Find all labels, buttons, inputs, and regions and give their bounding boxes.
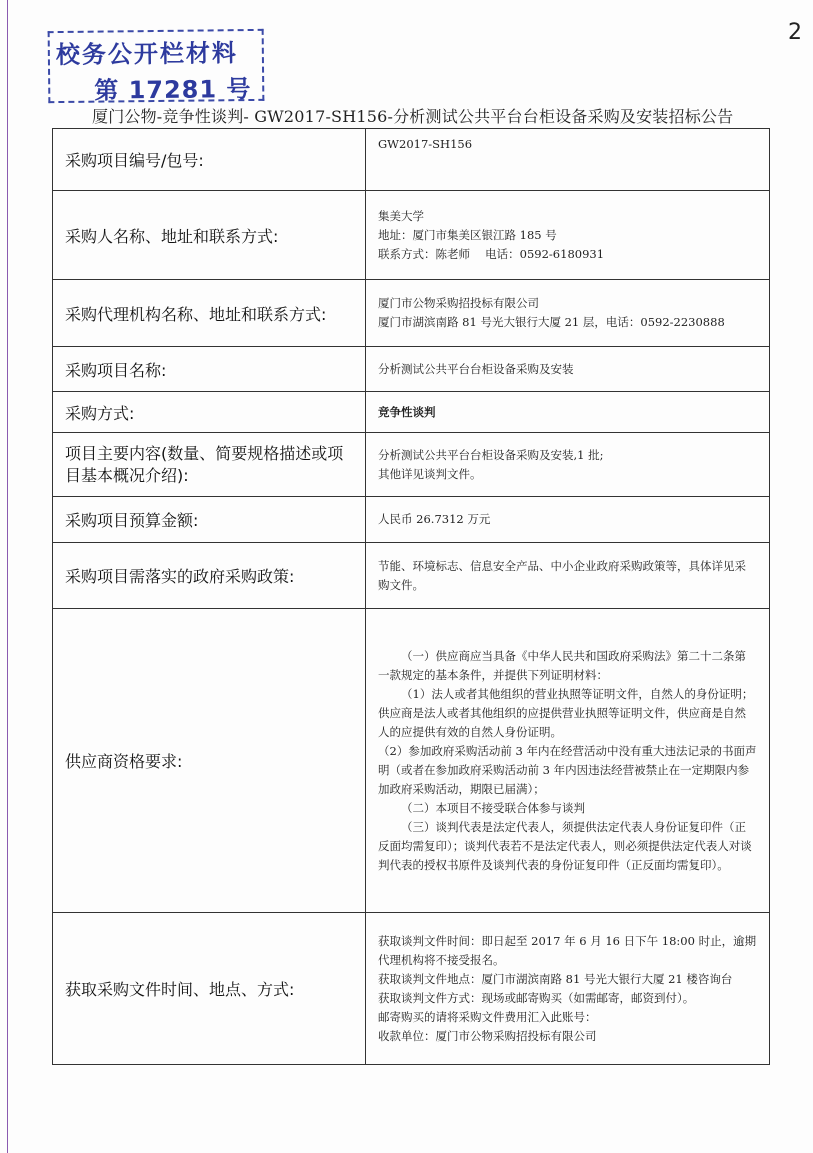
table-row <box>53 543 770 609</box>
stamp-line2: 第 17281 号 <box>94 75 252 105</box>
value-line: 获取谈判文件时间：即日起至 2017 年 6 月 16 日下午 18:00 时止，逾期代理机构将不接受报名。 <box>378 933 757 967</box>
row-label: 采购方式: <box>53 392 366 433</box>
row-value <box>366 347 770 392</box>
row-value <box>366 609 770 913</box>
row-label: 供应商资格要求: <box>53 609 366 913</box>
row-label: 采购项目需落实的政府采购政策: <box>53 543 366 609</box>
value-line: （2）参加政府采购活动前 3 年内在经营活动中没有重大违法记录的书面声明（或者在参加政府采购活动前 3 年内因违法经营被禁止在一定期限内参加政府采购活动，期限已届满）； <box>378 743 757 796</box>
row-value <box>366 280 770 347</box>
row-label: 获取采购文件时间、地点、方式: <box>53 913 366 1065</box>
stamp <box>48 29 265 103</box>
value-line: 获取谈判文件地点：厦门市湖滨南路 81 号光大银行大厦 21 楼咨询台 <box>378 971 733 986</box>
page-title: 厦门公物-竞争性谈判- GW2017-SH156-分析测试公共平台台柜设备采购及安装招标公告 <box>92 107 734 126</box>
value-line: 邮寄购买的请将采购文件费用汇入此账号： <box>378 1009 597 1024</box>
row-value <box>366 497 770 543</box>
value-line: 厦门市公物采购招投标有限公司 <box>378 296 539 310</box>
table-row <box>53 191 770 280</box>
row-value <box>366 392 770 433</box>
info-table <box>52 128 770 1065</box>
row-label: 采购代理机构名称、地址和联系方式: <box>53 280 366 347</box>
value-line: 获取谈判文件方式：现场或邮寄购买（如需邮寄，邮资到付）。 <box>378 990 695 1005</box>
value-line: （1）法人或者其他组织的营业执照等证明文件，自然人的身份证明；供应商是法人或者其他组织的应提供营业执照等证明文件，供应商是自然人的应提供有效的自然人身份证明。 <box>378 686 754 739</box>
table-row <box>53 280 770 347</box>
value-line: （三）谈判代表是法定代表人，须提供法定代表人身份证复印件（正反面均需复印）；谈判代表若不是法定代表人，则必须提供法定代表人对谈判代表的授权书原件及谈判代表的身份证复印件（正反面均需复印）。 <box>378 819 752 872</box>
row-value <box>366 191 770 280</box>
value-line: 分析测试公共平台台柜设备采购及安装,1 批; <box>378 447 604 462</box>
table-row <box>53 497 770 543</box>
value-line: 人民币 26.7312 万元 <box>378 512 491 526</box>
row-label: 采购项目编号/包号: <box>53 129 366 191</box>
value-line: 厦门市湖滨南路 81 号光大银行大厦 21 层，电话：0592-2230888 <box>378 315 725 329</box>
value-line: GW2017-SH156 <box>378 137 473 151</box>
table-row <box>53 392 770 433</box>
scan-edge-line <box>7 0 8 1153</box>
row-label: 采购人名称、地址和联系方式: <box>53 191 366 280</box>
value-line: 集美大学 <box>378 208 424 223</box>
value-line: 节能、环境标志、信息安全产品、中小企业政府采购政策等，具体详见采购文件。 <box>378 558 746 592</box>
value-line: 联系方式：陈老师 电话：0592-6180931 <box>378 246 605 261</box>
value-line: 竞争性谈判 <box>378 404 436 419</box>
handwritten-mark: 2 <box>788 20 802 45</box>
stamp-line1: 校务公开栏材料 <box>55 39 239 70</box>
value-line: 收款单位：厦门市公物采购招投标有限公司 <box>378 1028 597 1043</box>
table-row <box>53 129 770 191</box>
row-value <box>366 543 770 609</box>
value-line: （二）本项目不接受联合体参与谈判 <box>401 800 585 815</box>
row-value <box>366 913 770 1065</box>
table-row <box>53 609 770 913</box>
value-line: 地址：厦门市集美区银江路 185 号 <box>378 227 557 242</box>
table-row <box>53 913 770 1065</box>
value-line: （一）供应商应当具备《中华人民共和国政府采购法》第二十二条第一款规定的基本条件，并提供下列证明材料： <box>378 648 746 682</box>
row-label: 采购项目名称: <box>53 347 366 392</box>
table-row <box>53 347 770 392</box>
table-row <box>53 433 770 497</box>
value-line: 分析测试公共平台台柜设备采购及安装 <box>378 361 574 376</box>
row-value <box>366 433 770 497</box>
row-label: 采购项目预算金额: <box>53 497 366 543</box>
row-label: 项目主要内容(数量、简要规格描述或项目基本概况介绍): <box>53 433 366 497</box>
value-line: 其他详见谈判文件。 <box>378 466 482 481</box>
row-value <box>366 129 770 191</box>
